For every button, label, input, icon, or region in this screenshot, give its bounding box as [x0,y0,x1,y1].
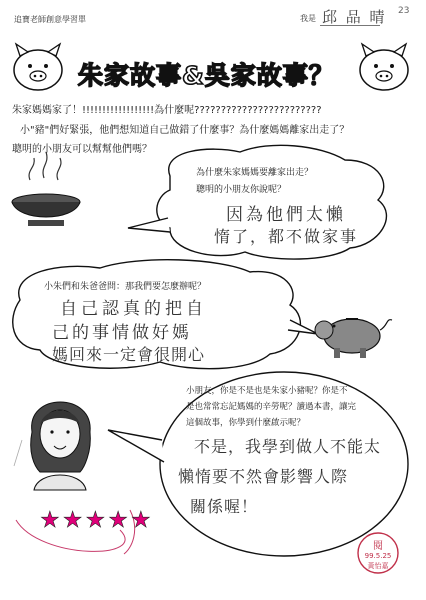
seal-character: 閱 [373,541,383,552]
star-icon: ★ [85,508,106,533]
q3-answer-3: 關係喔！ [190,497,259,516]
steaming-bowl-icon [12,152,80,226]
student-name: 邱 品 晴 [322,8,387,26]
q1-question-2: 聰明的小朋友你說呢？ [196,185,287,195]
q3-answer-1: 不是，我學到做人不能太 [194,437,382,456]
q2-answer-3: 媽回來一定會很開心 [52,345,206,364]
star-rating [40,508,154,533]
piggy-bank-icon [315,319,392,358]
q1-question-1: 為什麼朱家媽媽要離家出走？ [196,168,314,178]
intro-line-1: 朱家媽媽家了！!!!!!!!!!!!!!!!!!!為什麼呢???????????????????????? [12,105,322,116]
q3-question-3: 這個故事，你學到什麼啟示呢？ [186,418,306,428]
q1-answer-1: 因為他們太懶 [226,205,346,225]
intro-line-2: 小"豬"們好緊張，他們想知道自己做錯了什麼事？為什麼媽媽離家出走了？ [20,125,350,136]
seal-name: 黃怡嘉 [367,562,389,570]
star-icon: ★ [62,508,83,533]
intro-line-3: 聰明的小朋友可以幫幫他們嗎？ [12,144,152,155]
q2-answer-2: 己的事情做好媽 [52,323,192,343]
star-icon: ★ [130,508,151,533]
star-icon: ★ [40,508,60,533]
star-icon: ★ [108,508,128,533]
q3-question-1: 小朋友，你是不是也是朱家小豬呢？你是不 [186,386,348,396]
page-title: 朱家故事&吳家故事？ [78,61,335,90]
q3-answer-2: 懶惰要不然會影響人際 [178,467,349,486]
seal-date: 99.5.25 [364,552,392,560]
page-mark: 23 [398,6,410,16]
q3-question-2: 是也常常忘記媽媽的辛勞呢？讀過本書，讓完 [186,402,357,412]
girl-portrait-icon [31,402,91,490]
q1-answer-2: 惰了，都不做家事 [214,227,359,246]
worksheet-header: 追寶老師創意學習單 [14,15,86,24]
q2-question: 小朱們和朱爸爸問：那我們要怎麼辦呢？ [44,282,207,292]
name-label: 我是 [300,14,316,23]
q2-answer-1: 自己認真的把自 [60,299,207,319]
